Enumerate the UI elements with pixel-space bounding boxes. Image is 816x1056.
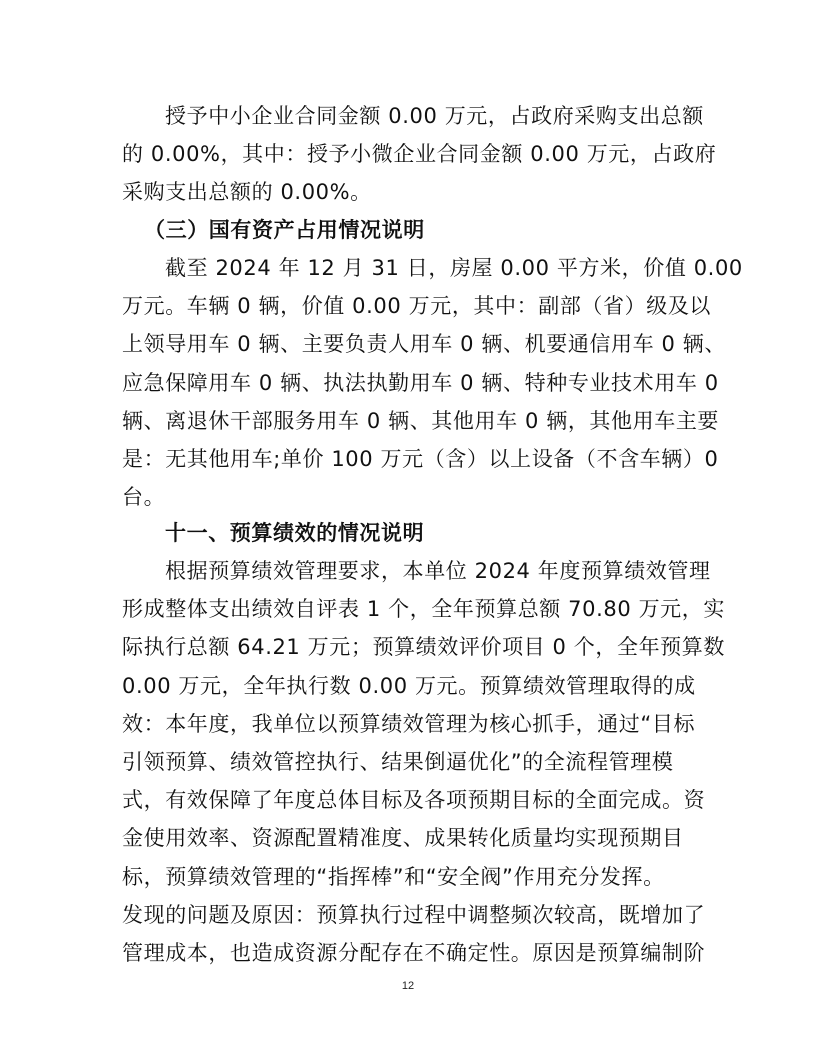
paragraph-performance (122, 552, 725, 972)
text-line: 效：本年度，我单位以预算绩效管理为核心抓手，通过“目标 (122, 711, 696, 736)
text-line: 授予中小企业合同金额 0.00 万元，占政府采购支出总额 (165, 104, 704, 128)
paragraph-procurement-sme (122, 97, 717, 212)
text-line: 的 0.00%，其中：授予小微企业合同金额 0.00 万元，占政府 (122, 142, 717, 167)
text-line: 式，有效保障了年度总体目标及各项预期目标的全面完成。资 (122, 788, 706, 813)
text-line: 管理成本，也造成资源分配存在不确定性。原因是预算编制阶 (122, 940, 706, 965)
text-line: 形成整体支出绩效自评表 1 个，全年预算总额 70.80 万元，实 (122, 597, 725, 622)
text-line: 际执行总额 64.21 万元；预算绩效评价项目 0 个，全年预算数 (122, 635, 725, 660)
text-line: 根据预算绩效管理要求，本单位 2024 年度预算绩效管理 (165, 559, 711, 583)
text-line: 截至 2024 年 12 月 31 日，房屋 0.00 平方米，价值 0.00 (165, 256, 743, 280)
text-line: 是：无其他用车;单价 100 万元（含）以上设备（不含车辆）0 (122, 446, 719, 471)
section-heading-performance (122, 514, 702, 552)
paragraph-state-assets (122, 249, 743, 516)
section-heading-state-assets (122, 211, 702, 249)
section-heading: （三）国有资产占用情况说明 (144, 218, 425, 242)
page-number: 12 (401, 980, 415, 992)
text-line: 辆、离退休干部服务用车 0 辆、其他用车 0 辆，其他用车主要 (122, 408, 720, 433)
text-line: 上领导用车 0 辆、主要负责人用车 0 辆、机要通信用车 0 辆、 (122, 332, 726, 357)
text-line: 应急保障用车 0 辆、执法执勤用车 0 辆、特种专业技术用车 0 (122, 370, 719, 395)
text-line: 标，预算绩效管理的“指挥棒”和“安全阀”作用充分发挥。 (122, 864, 665, 889)
text-line: 金使用效率、资源配置精准度、成果转化质量均实现预期目 (122, 826, 684, 851)
text-line: 发现的问题及原因：预算执行过程中调整频次较高，既增加了 (122, 902, 706, 927)
text-line: 万元。车辆 0 辆，价值 0.00 万元，其中：副部（省）级及以 (122, 294, 712, 319)
text-line: 0.00 万元，全年执行数 0.00 万元。预算绩效管理取得的成 (122, 673, 696, 698)
text-line: 采购支出总额的 0.00%。 (122, 180, 372, 205)
section-heading: 十一、预算绩效的情况说明 (165, 521, 425, 545)
text-line: 引领预算、绩效管控执行、结果倒逼优化”的全流程管理模 (122, 749, 674, 774)
text-line: 台。 (122, 485, 166, 510)
